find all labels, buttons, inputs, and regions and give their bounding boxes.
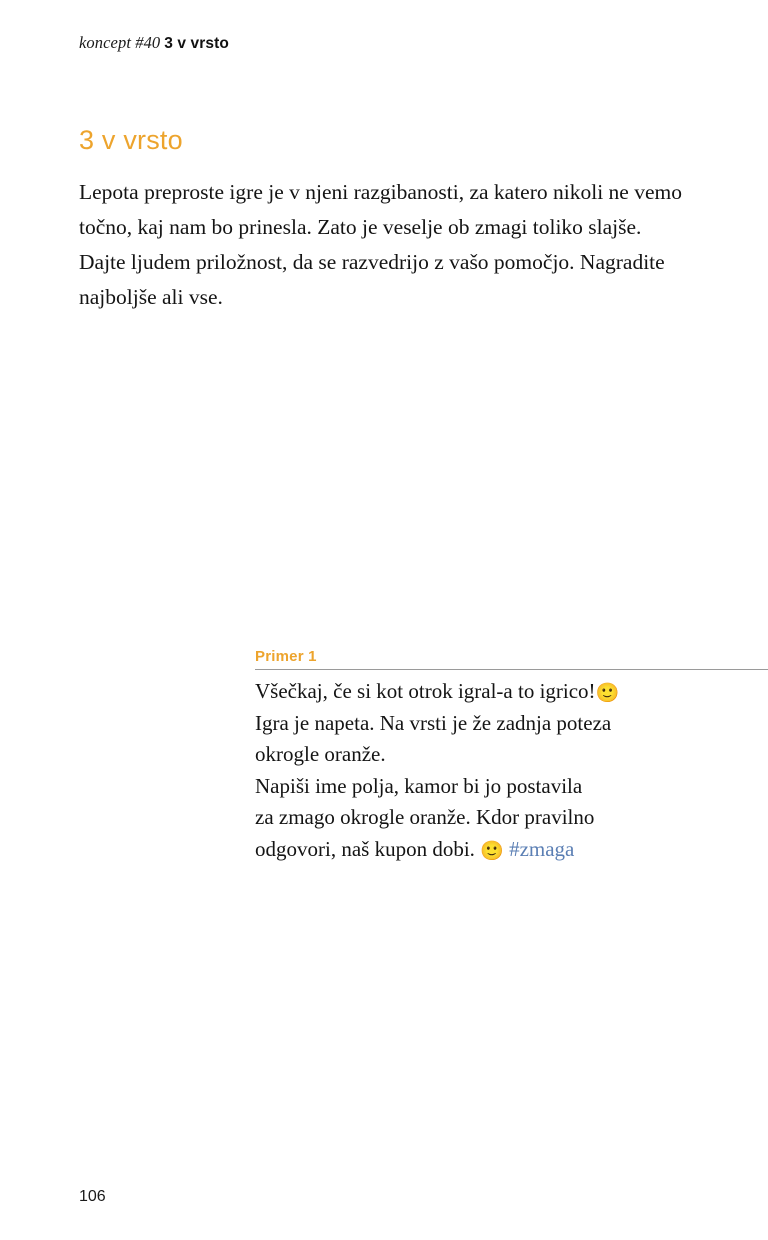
running-head-title: 3 v vrsto xyxy=(164,35,229,52)
running-head xyxy=(79,33,229,53)
body-paragraph: Lepota preproste igre je v njeni razgibanosti, za katero nikoli ne vemo točno, kaj nam bo prinesla. Zato je veselje ob zmagi toliko slajše. Dajte ljudem priložnost, da se razvedrijo z vašo pomočjo. Nagradite najboljše ali vse. xyxy=(79,180,682,309)
smiley-icon: 🙂 xyxy=(595,682,620,704)
example-line-4: Napiši ime polja, kamor bi jo postavila xyxy=(255,773,583,798)
example-block xyxy=(255,648,768,865)
page-number: 106 xyxy=(79,1188,106,1205)
example-label: Primer 1 xyxy=(255,648,317,665)
example-line-5: za zmago okrogle oranže. Kdor pravilno xyxy=(255,805,595,829)
running-head-concept: koncept #40 xyxy=(79,33,161,52)
smiley-icon-2: 🙂 xyxy=(480,839,504,862)
example-line-1-text: Všečkaj, če si kot otrok igral-a to igrico! xyxy=(255,679,596,703)
page-title: 3 v vrsto xyxy=(79,125,183,156)
hashtag-zmaga: #zmaga xyxy=(509,836,575,861)
example-divider xyxy=(255,669,768,670)
example-line-6-text: odgovori, naš kupon dobi. xyxy=(255,836,475,861)
example-line-3: okrogle oranže. xyxy=(255,742,386,766)
example-line-1 xyxy=(255,676,768,708)
example-line-2: Igra je napeta. Na vrsti je že zadnja poteza xyxy=(255,710,612,735)
example-line-6 xyxy=(255,834,768,866)
example-text xyxy=(255,676,768,865)
